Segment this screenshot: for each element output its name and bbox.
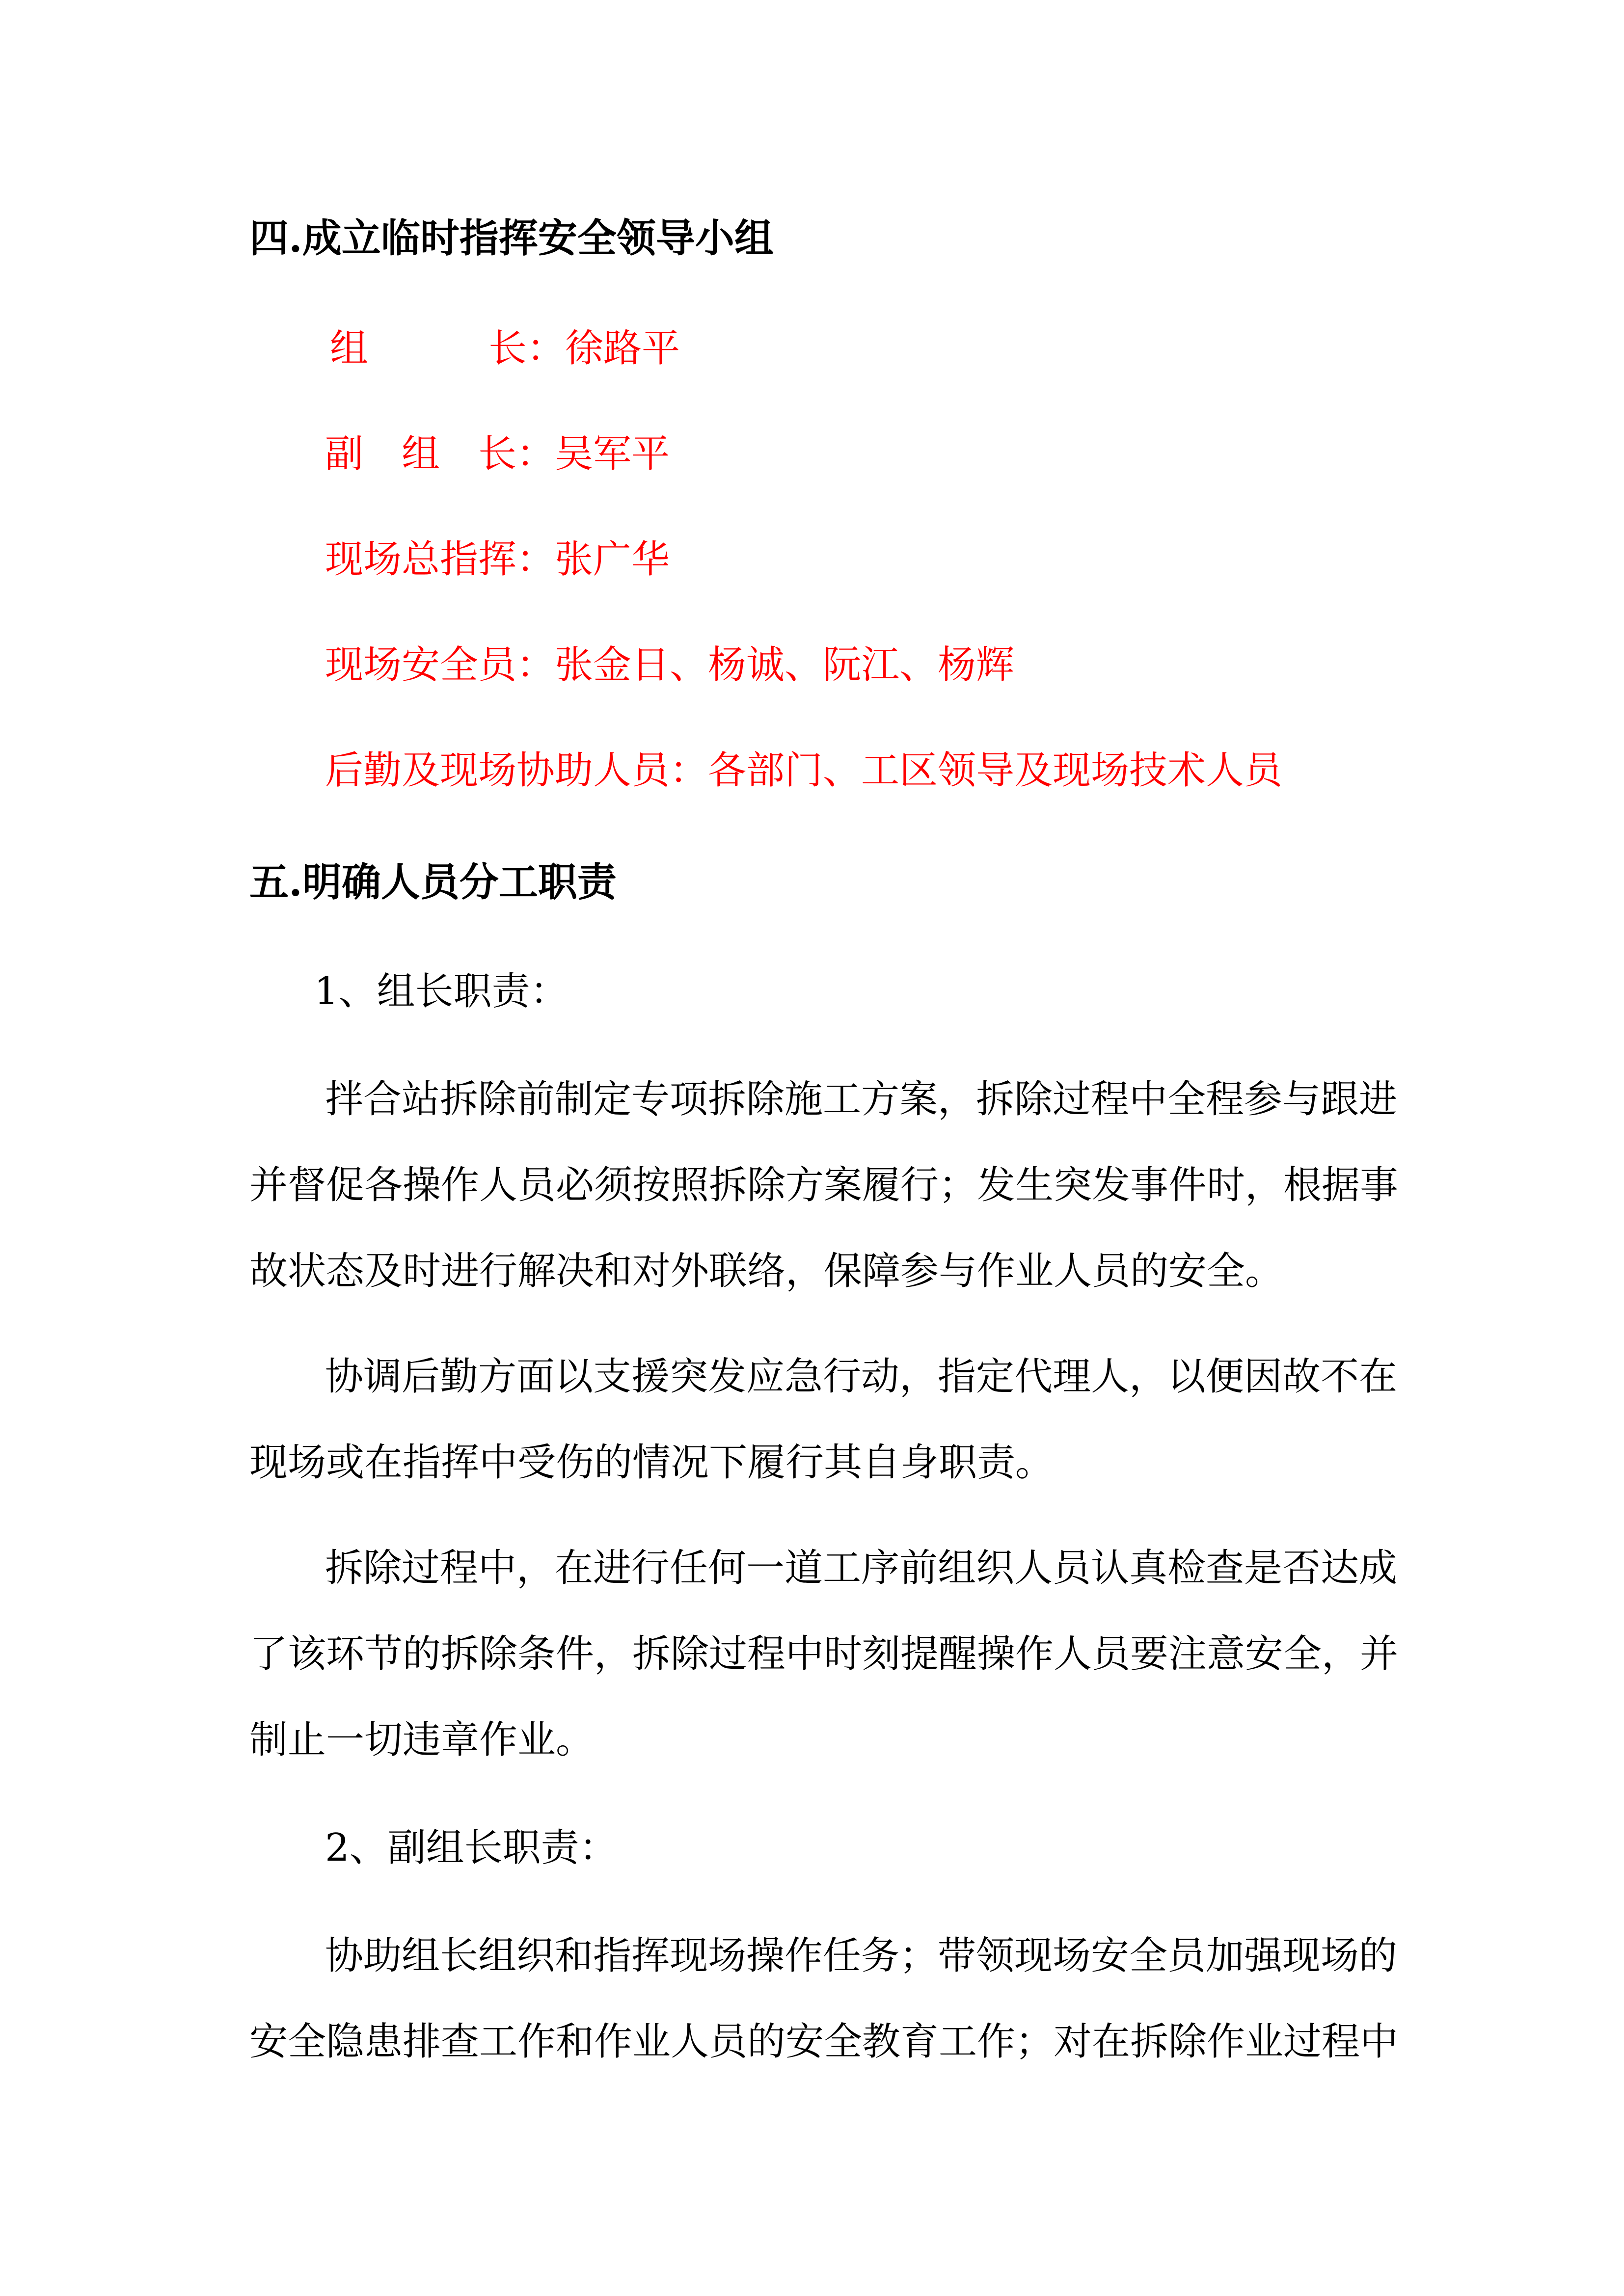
p2-line-1: 协调后勤方面以支援突发应急行动，指定代理人，以便因故不在 xyxy=(325,1355,1398,1399)
member-site-commander xyxy=(325,537,670,582)
member-deputy-names: 吴军平 xyxy=(555,432,670,476)
p3-line-2: 了该环节的拆除条件，拆除过程中时刻提醒操作人员要注意安全，并 xyxy=(249,1632,1399,1676)
p4-line-2: 安全隐患排查工作和作业人员的安全教育工作；对在拆除作业过程中 xyxy=(249,2020,1399,2064)
member-commander-names: 张广华 xyxy=(555,537,670,582)
p4-line-1: 协助组长组织和指挥现场操作任务；带领现场安全员加强现场的 xyxy=(325,1934,1398,1978)
p1-line-3: 故状态及时进行解决和对外联络，保障参与作业人员的安全。 xyxy=(249,1249,1284,1293)
subheading-deputy-duties: 2、副组长职责： xyxy=(325,1826,618,1870)
p3-line-1: 拆除过程中，在进行任何一道工序前组织人员认真检查是否达成 xyxy=(325,1546,1398,1590)
member-deputy-role: 副 组 长： xyxy=(325,432,555,476)
subheading-leader-duties: 1、组长职责： xyxy=(314,969,568,1014)
member-safety-names: 张金日、杨诚、阮江、杨辉 xyxy=(555,643,1015,687)
member-leader xyxy=(330,326,680,371)
member-safety-role: 现场安全员： xyxy=(325,643,555,687)
member-logistics-names: 各部门、工区领导及现场技术人员 xyxy=(708,748,1283,793)
p2-line-2: 现场或在指挥中受伤的情况下履行其自身职责。 xyxy=(249,1441,1054,1485)
member-logistics-assistants xyxy=(325,748,1282,793)
section-4-heading: 四.成立临时指挥安全领导小组 xyxy=(249,215,774,261)
member-leader-role-start: 组 xyxy=(330,326,369,371)
member-leader-names: 徐路平 xyxy=(565,326,680,371)
p3-line-3: 制止一切违章作业。 xyxy=(249,1718,595,1762)
p1-line-2: 并督促各操作人员必须按照拆除方案履行；发生突发事件时，根据事 xyxy=(249,1163,1399,1207)
p1-line-1: 拌合站拆除前制定专项拆除施工方案，拆除过程中全程参与跟进 xyxy=(325,1077,1398,1121)
member-commander-role: 现场总指挥： xyxy=(325,537,555,582)
section-5-heading: 五.明确人员分工职责 xyxy=(249,859,617,905)
member-leader-role-end: 长： xyxy=(488,326,566,371)
member-deputy-leader xyxy=(325,432,670,476)
member-safety-officers xyxy=(325,643,1014,687)
member-logistics-role: 后勤及现场协助人员： xyxy=(325,748,708,793)
